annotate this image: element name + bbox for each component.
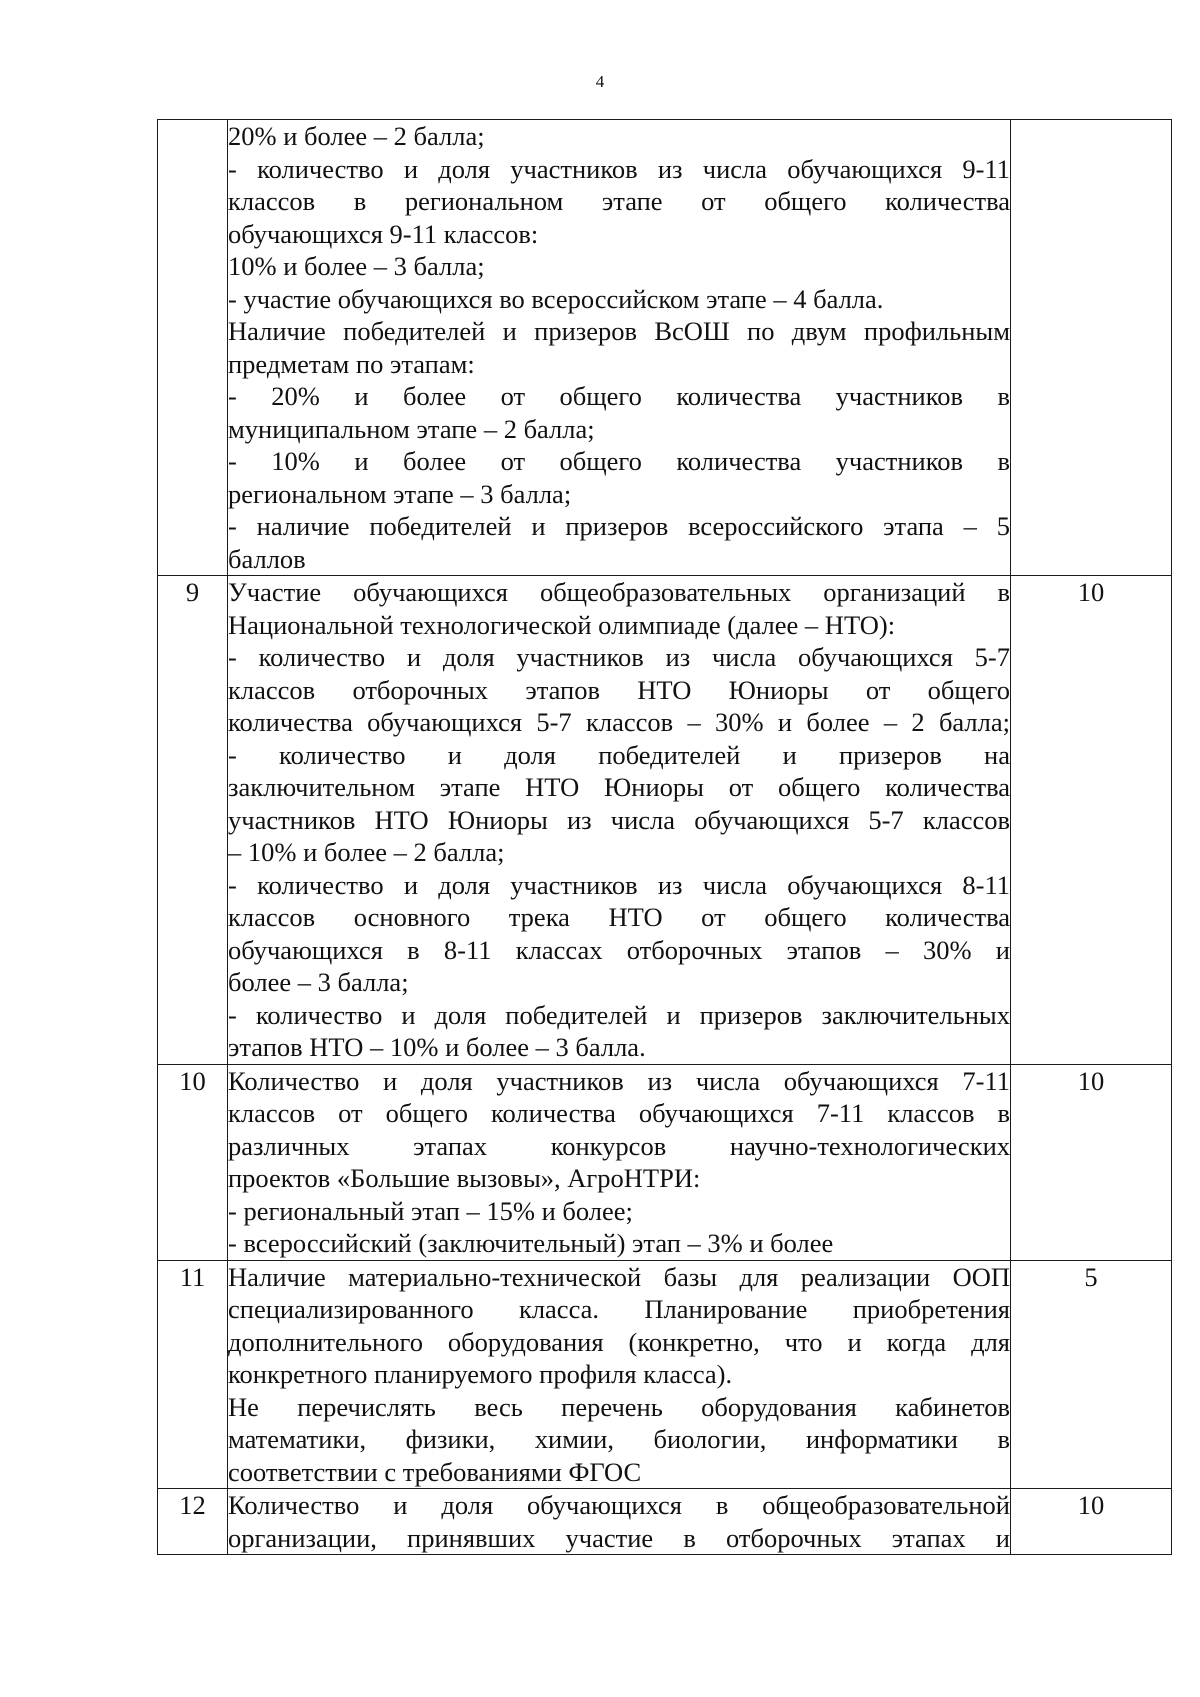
criterion-line: конкретного планируемого профиля класса). [228, 1359, 733, 1389]
table-row [158, 576, 1172, 1065]
criterion-line: - количество и доля участников из числа обучающихся 8-11 [228, 869, 1010, 900]
criterion-line: количества обучающихся 5-7 классов – 30% и более – 2 балла; [228, 707, 1010, 737]
criterion-line: специализированного класса. Планирование приобретения [228, 1294, 1010, 1324]
criterion-line: классов от общего количества обучающихся 7-11 классов в [228, 1098, 1010, 1128]
criterion-line: Наличие материально-технической базы для реализации ООП [228, 1261, 1010, 1292]
criterion-line: - количество и доля победителей и призеров на [228, 739, 1010, 770]
criterion-line: - количество и доля победителей и призеров заключительных [228, 999, 1010, 1030]
criterion-line: Количество и доля обучающихся в общеобразовательной [228, 1490, 1010, 1520]
max-score: 10 [1011, 1489, 1172, 1555]
criterion-line: - количество и доля участников из числа обучающихся 5-7 [228, 642, 1010, 672]
criterion-line: организации, принявших участие в отборочных этапах и [228, 1522, 1010, 1553]
criterion-text [228, 1260, 1011, 1489]
criterion-line: - наличие победителей и призеров всероссийского этапа – 5 [228, 511, 1010, 541]
criterion-line: – 10% и более – 2 балла; [228, 837, 505, 867]
criteria-table [157, 119, 1172, 1555]
criterion-line: классов основного трека НТО от общего количества [228, 902, 1010, 932]
criterion-line: региональном этапе – 3 балла; [228, 478, 572, 509]
row-number: 12 [158, 1489, 228, 1555]
criterion-line: обучающихся 9-11 классов: [228, 218, 539, 249]
table-row [158, 1064, 1172, 1260]
max-score [1011, 120, 1172, 576]
criterion-line: классов отборочных этапов НТО Юниоры от общего [228, 674, 1010, 705]
criterion-line: участников НТО Юниоры из числа обучающихся 5-7 классов [228, 804, 1010, 835]
page-number: 4 [595, 72, 605, 91]
criterion-line: - количество и доля участников из числа обучающихся 9-11 [228, 153, 1010, 184]
criterion-line: - всероссийский (заключительный) этап – 3% и более [228, 1228, 834, 1258]
criteria-table-body [158, 120, 1172, 1555]
criterion-line: обучающихся в 8-11 классах отборочных этапов – 30% и [228, 934, 1010, 965]
criterion-line: более – 3 балла; [228, 967, 409, 997]
criterion-line: Участие обучающихся общеобразовательных организаций в [228, 577, 1010, 607]
criterion-line: Национальной технологической олимпиаде (далее – НТО): [228, 609, 896, 640]
criterion-line: 10% и более – 3 балла; [228, 251, 485, 281]
criterion-text [228, 1489, 1011, 1555]
criterion-line: - 10% и более от общего количества участников в [228, 446, 1010, 476]
criterion-line: проектов «Большие вызовы», АгроНТРИ: [228, 1163, 701, 1193]
criterion-line: Не перечислять весь перечень оборудования кабинетов [228, 1391, 1010, 1422]
criterion-line: Количество и доля участников из числа обучающихся 7-11 [228, 1065, 1010, 1096]
row-number: 11 [158, 1260, 228, 1489]
criterion-line: предметам по этапам: [228, 348, 475, 379]
row-number [158, 120, 228, 576]
criterion-line: этапов НТО – 10% и более – 3 балла. [228, 1032, 646, 1062]
max-score: 10 [1011, 576, 1172, 1065]
criterion-line: Наличие победителей и призеров ВсОШ по двум профильным [228, 316, 1010, 346]
criterion-line: классов в региональном этапе от общего количества [228, 186, 1010, 216]
criterion-line: - региональный этап – 15% и более; [228, 1195, 633, 1226]
criterion-text [228, 120, 1011, 576]
table-row [158, 1260, 1172, 1489]
row-number: 10 [158, 1064, 228, 1260]
row-number: 9 [158, 576, 228, 1065]
table-row [158, 120, 1172, 576]
criterion-line: различных этапах конкурсов научно-технологических [228, 1130, 1010, 1161]
criterion-line: заключительном этапе НТО Юниоры от общего количества [228, 772, 1010, 802]
criterion-line: - 20% и более от общего количества участников в [228, 381, 1010, 411]
max-score: 10 [1011, 1064, 1172, 1260]
criterion-line: соответствии с требованиями ФГОС [228, 1456, 642, 1487]
criterion-line: баллов [228, 543, 306, 574]
criterion-line: дополнительного оборудования (конкретно, что и когда для [228, 1326, 1010, 1357]
criterion-line: 20% и более – 2 балла; [228, 121, 485, 151]
table-row [158, 1489, 1172, 1555]
criterion-line: - участие обучающихся во всероссийском этапе – 4 балла. [228, 283, 884, 314]
criterion-text [228, 1064, 1011, 1260]
criterion-line: муниципальном этапе – 2 балла; [228, 413, 595, 444]
max-score: 5 [1011, 1260, 1172, 1489]
criterion-text [228, 576, 1011, 1065]
criterion-line: математики, физики, химии, биологии, информатики в [228, 1424, 1010, 1454]
